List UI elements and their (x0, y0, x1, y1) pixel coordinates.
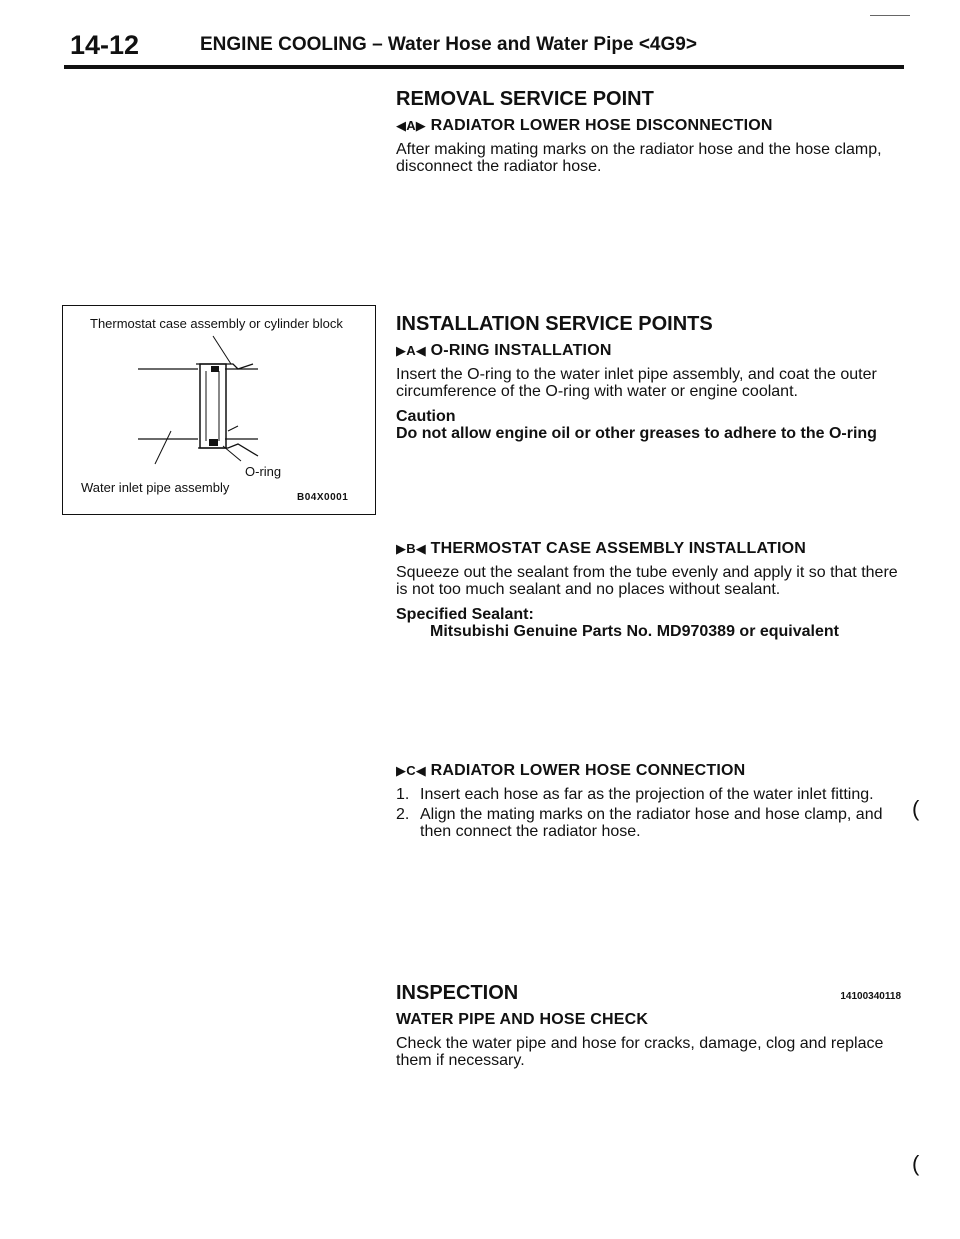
list-item (396, 806, 901, 840)
installation-section (396, 313, 901, 450)
marker-a: ▶A◀ (396, 343, 426, 358)
thermostat-installation-text: Squeeze out the sealant from the tube evenly and apply it so that there is not too much sealant and no places without sealant. (396, 564, 898, 598)
top-edge-line (870, 15, 910, 16)
header-rule (64, 65, 904, 69)
radiator-hose-connection-section (396, 762, 901, 843)
thermostat-installation-heading-text: THERMOSTAT CASE ASSEMBLY INSTALLATION (430, 540, 807, 557)
removal-sub-heading-text: RADIATOR LOWER HOSE DISCONNECTION (430, 117, 773, 134)
radiator-hose-connection-heading-text: RADIATOR LOWER HOSE CONNECTION (430, 762, 746, 779)
o-ring-installation-heading (396, 342, 901, 360)
marker-a-removal: ◀A▶ (396, 118, 426, 133)
marker-c: ▶C◀ (396, 763, 426, 778)
caution-text: Do not allow engine oil or other greases to adhere to the O-ring (396, 425, 877, 442)
inspection-section (396, 982, 901, 1077)
page-number: 14-12 (70, 30, 140, 60)
thermostat-installation-section (396, 540, 901, 648)
inspection-heading: INSPECTION (396, 982, 519, 1004)
specified-sealant-value: Mitsubishi Genuine Parts No. MD970389 or equivalent (430, 623, 839, 640)
figure-label-water-inlet-pipe: Water inlet pipe assembly (81, 480, 230, 495)
removal-text: After making mating marks on the radiator hose and the hose clamp, disconnect the radiator hose. (396, 141, 882, 175)
list-item-text: Align the mating marks on the radiator hose and hose clamp, and then connect the radiator hose. (420, 806, 883, 840)
thermostat-installation-heading (396, 540, 901, 558)
removal-section (396, 88, 901, 183)
list-item-number: 1. (396, 786, 410, 803)
inspection-code: 14100340118 (840, 991, 901, 1002)
radiator-hose-connection-heading (396, 762, 901, 780)
o-ring-installation-text: Insert the O-ring to the water inlet pipe assembly, and coat the outer circumference of the O-ring with water or engine coolant. (396, 366, 877, 400)
marker-b: ▶B◀ (396, 541, 426, 556)
removal-heading: REMOVAL SERVICE POINT (396, 88, 654, 110)
water-pipe-hose-check-heading: WATER PIPE AND HOSE CHECK (396, 1011, 649, 1028)
installation-heading: INSTALLATION SERVICE POINTS (396, 313, 713, 335)
figure-o-ring-diagram (62, 305, 376, 515)
figure-label-thermostat: Thermostat case assembly or cylinder block (90, 316, 343, 331)
o-ring-installation-heading-text: O-RING INSTALLATION (430, 342, 612, 359)
list-item-text: Insert each hose as far as the projection of the water inlet fitting. (420, 786, 874, 803)
list-item (396, 786, 901, 803)
removal-sub-heading (396, 117, 901, 135)
page-header-title: ENGINE COOLING – Water Hose and Water Pipe <4G9> (200, 34, 697, 55)
caution-label: Caution (396, 408, 456, 425)
figure-code: B04X0001 (297, 492, 349, 503)
inspection-text: Check the water pipe and hose for cracks, damage, clog and replace them if necessary. (396, 1035, 884, 1069)
specified-sealant-label: Specified Sealant: (396, 606, 534, 623)
margin-mark: ( (912, 796, 920, 821)
figure-label-o-ring: O-ring (245, 464, 282, 479)
margin-mark: ( (912, 1151, 920, 1176)
list-item-number: 2. (396, 806, 410, 823)
